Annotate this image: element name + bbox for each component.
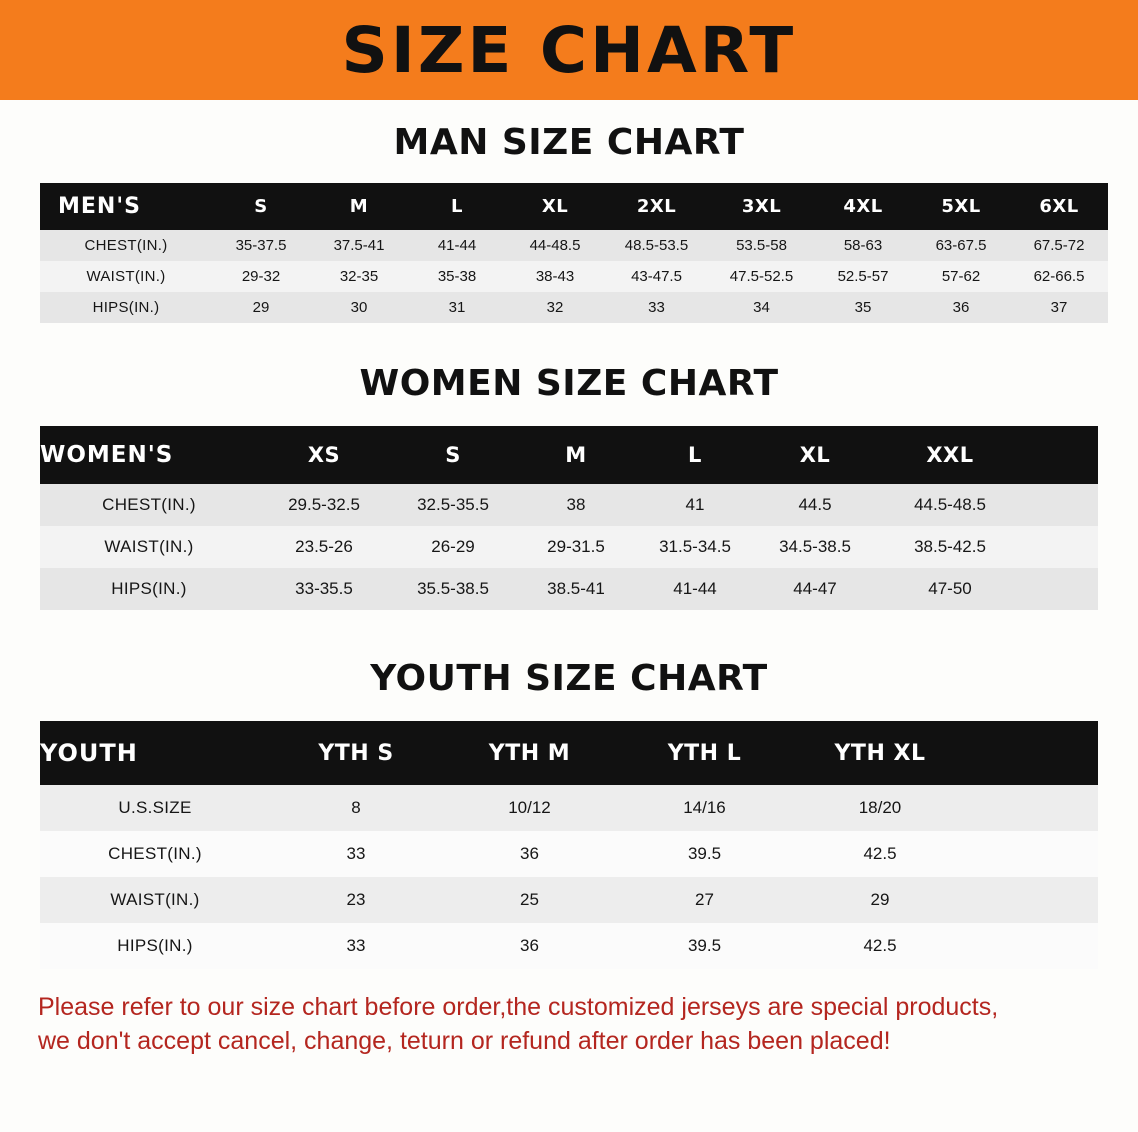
table-row xyxy=(40,484,1098,526)
men-header-label: MEN'S xyxy=(40,183,212,230)
table-cell-empty xyxy=(968,923,1098,969)
table-cell: 44.5-48.5 xyxy=(876,484,1024,526)
man-section-title: MAN SIZE CHART xyxy=(393,122,745,163)
table-cell: 35.5-38.5 xyxy=(390,568,516,610)
table-row xyxy=(40,785,1098,831)
table-cell: 58-63 xyxy=(814,230,912,261)
table-cell: 32-35 xyxy=(310,261,408,292)
table-cell: 44-48.5 xyxy=(506,230,604,261)
table-cell: 38-43 xyxy=(506,261,604,292)
table-row xyxy=(40,568,1098,610)
men-header-cell: 6XL xyxy=(1010,183,1108,230)
table-cell: 23 xyxy=(270,877,442,923)
table-cell-empty xyxy=(1024,526,1098,568)
table-cell: 10/12 xyxy=(442,785,617,831)
table-cell: 41-44 xyxy=(636,568,754,610)
table-cell: 32 xyxy=(506,292,604,323)
table-cell: 47-50 xyxy=(876,568,1024,610)
table-cell: 34 xyxy=(709,292,814,323)
table-cell: 33-35.5 xyxy=(258,568,390,610)
youth-section-title: YOUTH SIZE CHART xyxy=(370,658,768,699)
table-cell: 33 xyxy=(270,923,442,969)
women-header-cell: L xyxy=(636,426,754,484)
row-label: HIPS(IN.) xyxy=(40,923,270,969)
table-row xyxy=(40,831,1098,877)
table-row xyxy=(40,261,1108,292)
table-cell: 14/16 xyxy=(617,785,792,831)
table-cell: 41 xyxy=(636,484,754,526)
men-header-cell: XL xyxy=(506,183,604,230)
table-cell: 30 xyxy=(310,292,408,323)
men-size-table xyxy=(40,183,1108,323)
row-label: CHEST(IN.) xyxy=(40,484,258,526)
table-cell: 32.5-35.5 xyxy=(390,484,516,526)
table-cell-empty xyxy=(968,785,1098,831)
table-row xyxy=(40,292,1108,323)
table-cell: 31 xyxy=(408,292,506,323)
women-header-cell: XXL xyxy=(876,426,1024,484)
women-table-wrap xyxy=(40,426,1098,610)
table-cell: 36 xyxy=(912,292,1010,323)
table-cell: 18/20 xyxy=(792,785,968,831)
table-cell: 35-37.5 xyxy=(212,230,310,261)
women-header-spacer xyxy=(1024,426,1098,484)
table-cell: 29.5-32.5 xyxy=(258,484,390,526)
women-header-cell: S xyxy=(390,426,516,484)
table-row xyxy=(40,923,1098,969)
table-cell: 27 xyxy=(617,877,792,923)
policy-note-line-2: we don't accept cancel, change, teturn or refund after order has been placed! xyxy=(38,1026,891,1055)
men-header-cell: 2XL xyxy=(604,183,709,230)
table-cell-empty xyxy=(1024,484,1098,526)
banner xyxy=(0,0,1138,100)
row-label: WAIST(IN.) xyxy=(40,261,212,292)
youth-size-table xyxy=(40,721,1098,969)
youth-header-cell: YTH XL xyxy=(792,721,968,785)
row-label: HIPS(IN.) xyxy=(40,568,258,610)
table-cell: 35 xyxy=(814,292,912,323)
men-header-cell: M xyxy=(310,183,408,230)
youth-header-spacer xyxy=(968,721,1098,785)
table-cell: 62-66.5 xyxy=(1010,261,1108,292)
women-header-label: WOMEN'S xyxy=(40,426,258,484)
women-header-cell: XS xyxy=(258,426,390,484)
table-cell: 47.5-52.5 xyxy=(709,261,814,292)
table-header-row xyxy=(40,426,1098,484)
table-cell: 38.5-41 xyxy=(516,568,636,610)
row-label: HIPS(IN.) xyxy=(40,292,212,323)
row-label: U.S.SIZE xyxy=(40,785,270,831)
men-header-cell: 3XL xyxy=(709,183,814,230)
table-cell: 37.5-41 xyxy=(310,230,408,261)
table-cell: 25 xyxy=(442,877,617,923)
table-cell: 38 xyxy=(516,484,636,526)
table-cell: 41-44 xyxy=(408,230,506,261)
table-cell: 57-62 xyxy=(912,261,1010,292)
women-header-cell: M xyxy=(516,426,636,484)
youth-header-cell: YTH S xyxy=(270,721,442,785)
row-label: WAIST(IN.) xyxy=(40,526,258,568)
man-table-wrap xyxy=(40,183,1098,323)
table-row xyxy=(40,230,1108,261)
table-header-row xyxy=(40,183,1108,230)
table-cell-empty xyxy=(968,877,1098,923)
table-cell: 29 xyxy=(792,877,968,923)
table-cell: 48.5-53.5 xyxy=(604,230,709,261)
men-header-cell: 5XL xyxy=(912,183,1010,230)
table-cell: 23.5-26 xyxy=(258,526,390,568)
table-cell: 37 xyxy=(1010,292,1108,323)
table-cell: 36 xyxy=(442,831,617,877)
women-header-cell: XL xyxy=(754,426,876,484)
table-cell: 43-47.5 xyxy=(604,261,709,292)
row-label: CHEST(IN.) xyxy=(40,230,212,261)
table-cell: 26-29 xyxy=(390,526,516,568)
table-cell: 8 xyxy=(270,785,442,831)
policy-note xyxy=(38,991,1100,1059)
table-row xyxy=(40,877,1098,923)
table-cell: 42.5 xyxy=(792,923,968,969)
banner-title: SIZE CHART xyxy=(341,13,797,87)
table-row xyxy=(40,526,1098,568)
table-cell: 67.5-72 xyxy=(1010,230,1108,261)
women-section-title: WOMEN SIZE CHART xyxy=(359,363,779,404)
youth-header-label: YOUTH xyxy=(40,721,270,785)
table-cell: 36 xyxy=(442,923,617,969)
women-size-table xyxy=(40,426,1098,610)
table-header-row xyxy=(40,721,1098,785)
row-label: WAIST(IN.) xyxy=(40,877,270,923)
table-cell: 53.5-58 xyxy=(709,230,814,261)
table-cell: 29 xyxy=(212,292,310,323)
table-cell-empty xyxy=(1024,568,1098,610)
table-cell: 39.5 xyxy=(617,831,792,877)
table-cell: 52.5-57 xyxy=(814,261,912,292)
men-header-cell: L xyxy=(408,183,506,230)
table-cell: 42.5 xyxy=(792,831,968,877)
youth-table-wrap xyxy=(40,721,1098,969)
men-header-cell: S xyxy=(212,183,310,230)
youth-header-cell: YTH L xyxy=(617,721,792,785)
table-cell-empty xyxy=(968,831,1098,877)
table-cell: 33 xyxy=(270,831,442,877)
table-cell: 39.5 xyxy=(617,923,792,969)
men-header-cell: 4XL xyxy=(814,183,912,230)
table-cell: 33 xyxy=(604,292,709,323)
table-cell: 29-32 xyxy=(212,261,310,292)
row-label: CHEST(IN.) xyxy=(40,831,270,877)
table-cell: 44-47 xyxy=(754,568,876,610)
table-cell: 63-67.5 xyxy=(912,230,1010,261)
table-cell: 31.5-34.5 xyxy=(636,526,754,568)
table-cell: 29-31.5 xyxy=(516,526,636,568)
table-cell: 44.5 xyxy=(754,484,876,526)
table-cell: 38.5-42.5 xyxy=(876,526,1024,568)
policy-note-line-1: Please refer to our size chart before order,the customized jerseys are special products, xyxy=(38,993,999,1021)
youth-header-cell: YTH M xyxy=(442,721,617,785)
table-cell: 34.5-38.5 xyxy=(754,526,876,568)
table-cell: 35-38 xyxy=(408,261,506,292)
